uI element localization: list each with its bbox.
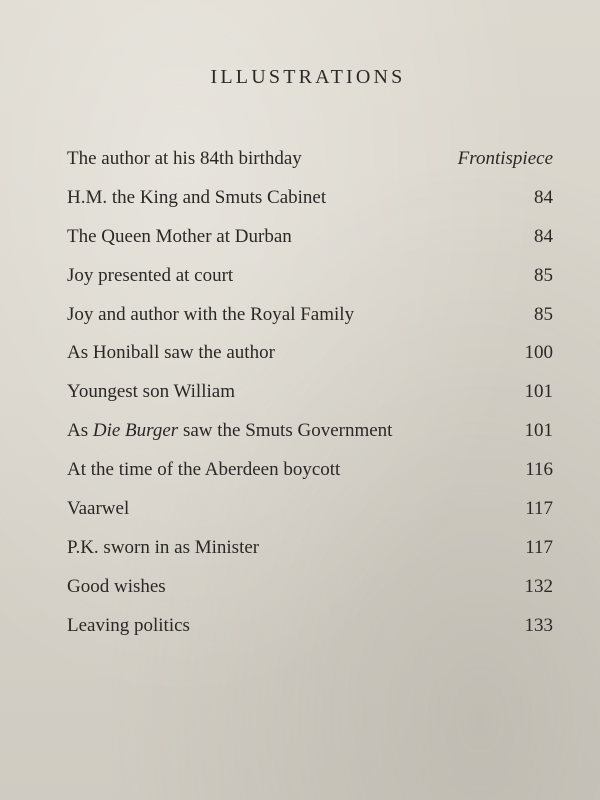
page-heading: ILLUSTRATIONS — [210, 66, 406, 88]
list-item — [67, 418, 553, 457]
entry-page: 100 — [524, 342, 553, 364]
entry-title: Joy presented at court — [67, 264, 234, 286]
entry-page: Frontispiece — [457, 148, 553, 169]
entry-title: P.K. sworn in as Minister — [67, 536, 260, 558]
list-item — [67, 263, 553, 302]
entry-page: 117 — [525, 498, 553, 520]
entry-page: 117 — [525, 536, 553, 558]
entry-page: 101 — [524, 381, 553, 403]
entry-title: Vaarwel — [67, 498, 130, 520]
entry-title — [67, 418, 392, 444]
entry-title-before: As — [67, 420, 93, 442]
list-item — [67, 496, 553, 535]
list-item — [67, 224, 553, 263]
entry-title-italic: Die Burger — [92, 420, 179, 442]
entry-page: 85 — [534, 264, 553, 286]
list-item — [67, 340, 553, 379]
entry-page: 84 — [534, 225, 553, 247]
entry-page: 132 — [524, 575, 553, 597]
entry-title: As Honiball saw the author — [67, 342, 275, 364]
list-item — [67, 185, 553, 224]
list-item — [67, 379, 553, 418]
entry-page: 133 — [524, 614, 553, 636]
entry-page: 84 — [534, 186, 553, 208]
entry-page: 85 — [534, 303, 553, 325]
entry-title: Leaving politics — [67, 614, 190, 636]
list-item — [67, 302, 553, 341]
list-item — [67, 613, 553, 652]
list-item — [67, 457, 553, 496]
entry-title: H.M. the King and Smuts Cabinet — [67, 186, 327, 208]
entry-title: Good wishes — [67, 575, 166, 597]
entry-title: Youngest son William — [67, 381, 235, 403]
entry-title: At the time of the Aberdeen boycott — [67, 459, 341, 481]
list-item — [67, 535, 553, 574]
entry-page: 101 — [524, 420, 553, 442]
entry-title: Joy and author with the Royal Family — [67, 303, 355, 325]
entry-page: 116 — [525, 459, 553, 481]
list-item — [67, 574, 553, 613]
entry-title: The Queen Mother at Durban — [67, 225, 292, 247]
list-item — [67, 146, 553, 185]
illustrations-list — [67, 146, 553, 652]
entry-title-after: saw the Smuts Government — [178, 420, 393, 442]
entry-title: The author at his 84th birthday — [67, 148, 302, 169]
